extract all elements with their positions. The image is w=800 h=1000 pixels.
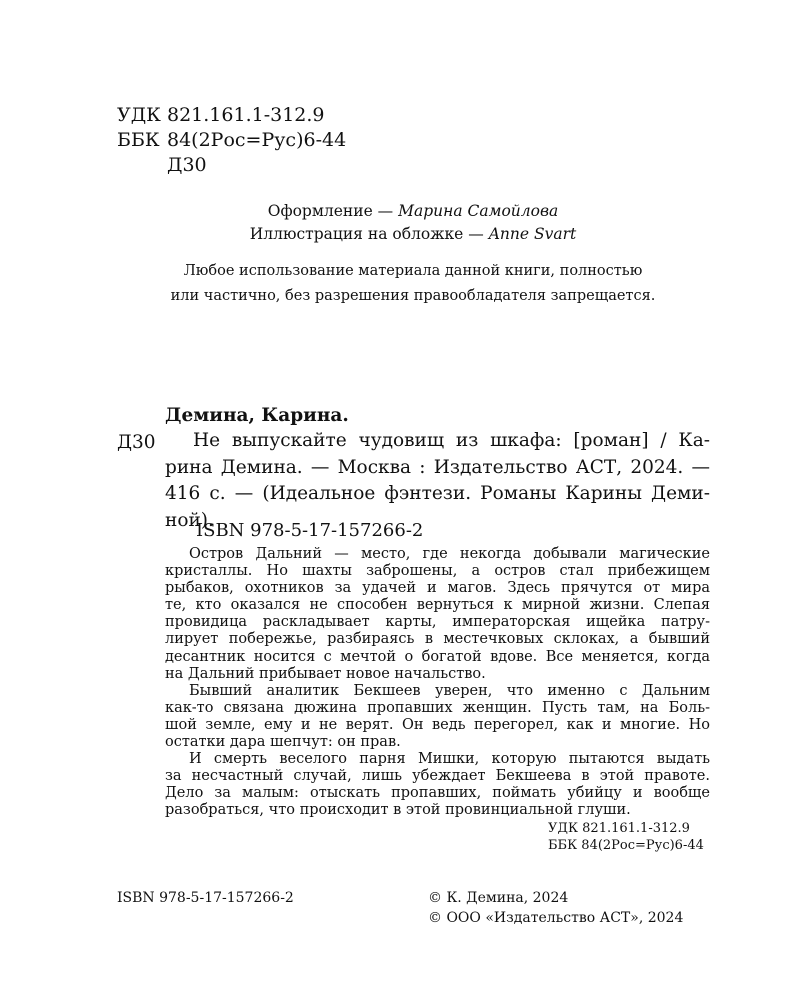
annotation-line: Дело за малым: отыскать пропавших, поймать убийцу и вообще bbox=[165, 785, 710, 802]
annotation-udk: УДК 821.161.1-312.9 bbox=[548, 821, 690, 836]
bbk-row bbox=[117, 128, 346, 153]
udk-label: УДК bbox=[117, 104, 161, 126]
author-mark: Д30 bbox=[167, 154, 207, 176]
annotation-line: разобраться, что происходит в этой провинциальной глуши. bbox=[165, 802, 631, 819]
annotation-line: остатки дара шепчут: он прав. bbox=[165, 734, 401, 751]
description-line: 416 с. — (Идеальное фэнтези. Романы Карины Деми- bbox=[165, 483, 710, 504]
annotation-line: Бывший аналитик Бекшеев уверен, что именно с Дальним bbox=[189, 682, 710, 699]
footer-isbn: ISBN 978-5-17-157266-2 bbox=[117, 890, 294, 906]
bbk-label: ББК bbox=[117, 129, 160, 151]
bbk-value: 84(2Рос=Рус)6-44 bbox=[167, 129, 347, 151]
illustrator-name: Anne Svart bbox=[488, 225, 577, 243]
annotation-line: Остров Дальний — место, где некогда добывали магические bbox=[189, 546, 710, 562]
entry-isbn: ISBN 978-5-17-157266-2 bbox=[196, 520, 424, 541]
copyright-publisher: © ООО «Издательство АСТ», 2024 bbox=[428, 910, 684, 926]
annotation-line: провидица раскладывает карты, императорская ищейка патру- bbox=[165, 614, 710, 631]
description-line: Не выпускайте чудовищ из шкафа: [роман] / Ка- bbox=[193, 430, 710, 451]
annotation-paragraph bbox=[165, 546, 710, 683]
credits-block bbox=[0, 200, 800, 246]
footer-copyrights bbox=[428, 888, 683, 928]
annotation-bbk: ББК 84(2Рос=Рус)6-44 bbox=[548, 838, 704, 853]
udk-row bbox=[117, 103, 346, 128]
annotation-line: шой земле, ему и не верят. Он ведь перегорел, как и многие. Но bbox=[165, 716, 710, 733]
annotation-line: лирует побережье, разбираясь в местечковых склоках, а бывший bbox=[165, 631, 710, 648]
annotation-line: десантник носится с мечтой о богатой вдове. Все меняется, когда bbox=[165, 648, 710, 665]
entry-mark: Д30 bbox=[117, 432, 156, 453]
design-credit bbox=[0, 200, 800, 223]
annotation-line: на Дальний прибывает новое начальство. bbox=[165, 665, 486, 682]
annotation-codes bbox=[548, 820, 704, 854]
annotation-line: те, кто оказался не способен вернуться к мирной жизни. Слепая bbox=[165, 597, 710, 614]
cover-credit bbox=[0, 223, 800, 246]
annotation-line: рыбаков, охотников за удачей и магов. Здесь прячутся от мира bbox=[165, 580, 710, 597]
entry-description bbox=[165, 428, 710, 534]
annotation-paragraph bbox=[165, 683, 710, 751]
copyright-author: © К. Демина, 2024 bbox=[428, 890, 569, 906]
author-mark-row bbox=[117, 153, 346, 178]
entry-author: Демина, Карина. bbox=[165, 405, 349, 426]
annotation-line: как-то связана дюжина пропавших женщин. Пусть там, на Боль- bbox=[165, 699, 710, 716]
annotation-line: И смерть веселого парня Мишки, которую пытаются выдать bbox=[189, 751, 710, 768]
notice-line: Любое использование материала данной книги, полностью bbox=[183, 263, 643, 279]
copyright-notice bbox=[0, 259, 800, 309]
notice-line: или частично, без разрешения правообладателя запрещается. bbox=[170, 288, 656, 304]
cover-label: Иллюстрация на обложке — bbox=[249, 225, 484, 243]
description-line: ной). bbox=[165, 509, 214, 531]
annotation-line: за несчастный случай, лишь убеждает Бекшеева в этой правоте. bbox=[165, 768, 710, 785]
annotation-line: кристаллы. Но шахты заброшены, а остров стал прибежищем bbox=[165, 563, 710, 580]
design-label: Оформление — bbox=[267, 202, 394, 220]
description-line: рина Демина. — Москва : Издательство АСТ, 2024. — bbox=[165, 456, 710, 478]
annotation bbox=[165, 546, 710, 820]
udk-value: 821.161.1-312.9 bbox=[167, 104, 325, 126]
classification-block bbox=[117, 103, 346, 178]
designer-name: Марина Самойлова bbox=[398, 202, 559, 220]
annotation-paragraph bbox=[165, 751, 710, 819]
